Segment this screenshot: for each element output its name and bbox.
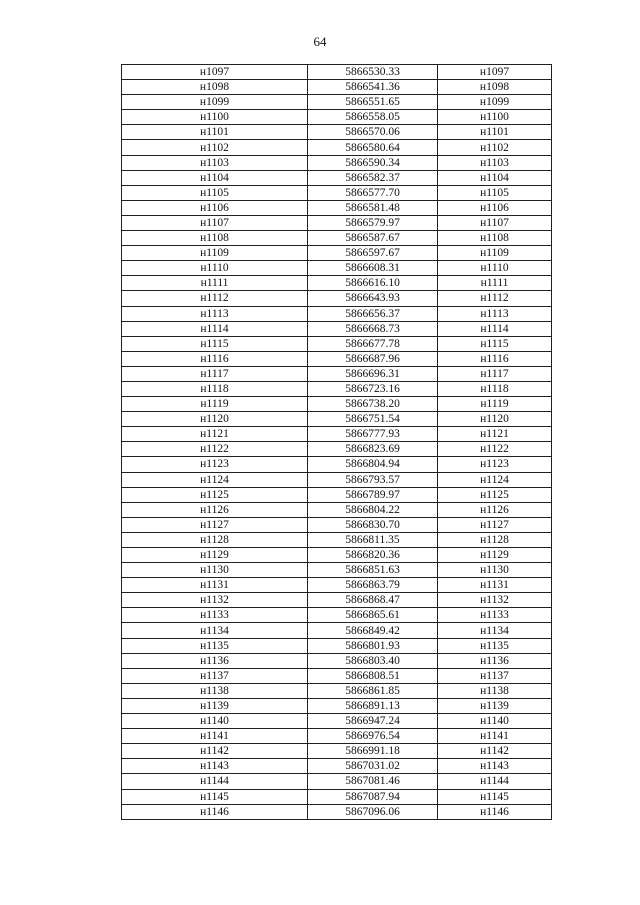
table-row [122, 200, 552, 215]
point-id-cell: н1138 [122, 683, 308, 698]
point-id-cell: н1144 [122, 774, 308, 789]
table-row [122, 215, 552, 230]
coordinate-cell: 5866808.51 [308, 668, 438, 683]
coordinate-cell: 5867087.94 [308, 789, 438, 804]
table-row [122, 110, 552, 125]
coordinate-cell: 5866804.94 [308, 457, 438, 472]
point-id-cell: н1134 [122, 623, 308, 638]
coordinate-cell: 5866616.10 [308, 276, 438, 291]
next-point-id-cell: н1106 [438, 200, 552, 215]
point-id-cell: н1129 [122, 548, 308, 563]
next-point-id-cell: н1110 [438, 261, 552, 276]
next-point-id-cell: н1145 [438, 789, 552, 804]
point-id-cell: н1102 [122, 140, 308, 155]
table-row [122, 759, 552, 774]
table-row [122, 397, 552, 412]
point-id-cell: н1119 [122, 397, 308, 412]
next-point-id-cell: н1112 [438, 291, 552, 306]
next-point-id-cell: н1146 [438, 804, 552, 819]
table-body [122, 65, 552, 820]
coordinate-cell: 5866738.20 [308, 397, 438, 412]
table-row [122, 351, 552, 366]
point-id-cell: н1133 [122, 608, 308, 623]
coordinate-cell: 5866861.85 [308, 683, 438, 698]
coordinate-cell: 5866804.22 [308, 502, 438, 517]
next-point-id-cell: н1108 [438, 231, 552, 246]
next-point-id-cell: н1118 [438, 381, 552, 396]
next-point-id-cell: н1101 [438, 125, 552, 140]
coordinate-cell: 5866570.06 [308, 125, 438, 140]
table-row [122, 291, 552, 306]
table-row [122, 381, 552, 396]
point-id-cell: н1114 [122, 321, 308, 336]
table-row [122, 321, 552, 336]
table-row [122, 80, 552, 95]
point-id-cell: н1118 [122, 381, 308, 396]
point-id-cell: н1139 [122, 698, 308, 713]
coordinate-cell: 5866823.69 [308, 442, 438, 457]
next-point-id-cell: н1127 [438, 517, 552, 532]
table-row [122, 653, 552, 668]
next-point-id-cell: н1113 [438, 306, 552, 321]
table-row [122, 532, 552, 547]
point-id-cell: н1141 [122, 729, 308, 744]
coordinate-cell: 5866851.63 [308, 563, 438, 578]
table-row [122, 774, 552, 789]
next-point-id-cell: н1107 [438, 215, 552, 230]
table-row [122, 517, 552, 532]
coordinate-cell: 5866597.67 [308, 246, 438, 261]
next-point-id-cell: н1144 [438, 774, 552, 789]
point-id-cell: н1100 [122, 110, 308, 125]
next-point-id-cell: н1138 [438, 683, 552, 698]
next-point-id-cell: н1114 [438, 321, 552, 336]
next-point-id-cell: н1137 [438, 668, 552, 683]
table-row [122, 789, 552, 804]
coordinate-cell: 5866751.54 [308, 412, 438, 427]
point-id-cell: н1099 [122, 95, 308, 110]
point-id-cell: н1120 [122, 412, 308, 427]
next-point-id-cell: н1139 [438, 698, 552, 713]
table-row [122, 140, 552, 155]
point-id-cell: н1115 [122, 336, 308, 351]
coordinate-cell: 5866581.48 [308, 200, 438, 215]
next-point-id-cell: н1131 [438, 578, 552, 593]
next-point-id-cell: н1117 [438, 366, 552, 381]
point-id-cell: н1106 [122, 200, 308, 215]
table-row [122, 502, 552, 517]
point-id-cell: н1135 [122, 638, 308, 653]
next-point-id-cell: н1129 [438, 548, 552, 563]
next-point-id-cell: н1142 [438, 744, 552, 759]
table-row [122, 563, 552, 578]
coordinate-cell: 5866580.64 [308, 140, 438, 155]
point-id-cell: н1113 [122, 306, 308, 321]
point-id-cell: н1124 [122, 472, 308, 487]
coordinate-cell: 5866696.31 [308, 366, 438, 381]
point-id-cell: н1107 [122, 215, 308, 230]
point-id-cell: н1125 [122, 487, 308, 502]
table-row [122, 125, 552, 140]
next-point-id-cell: н1134 [438, 623, 552, 638]
table-row [122, 185, 552, 200]
table-row [122, 155, 552, 170]
table-row [122, 95, 552, 110]
coordinate-cell: 5866947.24 [308, 714, 438, 729]
point-id-cell: н1132 [122, 593, 308, 608]
coordinate-cell: 5866991.18 [308, 744, 438, 759]
table-row [122, 698, 552, 713]
next-point-id-cell: н1132 [438, 593, 552, 608]
next-point-id-cell: н1119 [438, 397, 552, 412]
point-id-cell: н1116 [122, 351, 308, 366]
point-id-cell: н1109 [122, 246, 308, 261]
table-row [122, 336, 552, 351]
coordinate-cell: 5867081.46 [308, 774, 438, 789]
point-id-cell: н1126 [122, 502, 308, 517]
point-id-cell: н1145 [122, 789, 308, 804]
table-row [122, 638, 552, 653]
table-row [122, 246, 552, 261]
coordinate-cell: 5866976.54 [308, 729, 438, 744]
next-point-id-cell: н1135 [438, 638, 552, 653]
next-point-id-cell: н1121 [438, 427, 552, 442]
table-row [122, 472, 552, 487]
next-point-id-cell: н1140 [438, 714, 552, 729]
point-id-cell: н1127 [122, 517, 308, 532]
next-point-id-cell: н1130 [438, 563, 552, 578]
next-point-id-cell: н1111 [438, 276, 552, 291]
coordinate-cell: 5866793.57 [308, 472, 438, 487]
coordinate-cell: 5866830.70 [308, 517, 438, 532]
table-row [122, 487, 552, 502]
next-point-id-cell: н1109 [438, 246, 552, 261]
page-number: 64 [313, 34, 327, 49]
table-row [122, 366, 552, 381]
point-id-cell: н1098 [122, 80, 308, 95]
coordinate-cell: 5866849.42 [308, 623, 438, 638]
point-id-cell: н1140 [122, 714, 308, 729]
table-row [122, 729, 552, 744]
coordinate-cell: 5866590.34 [308, 155, 438, 170]
table-row [122, 231, 552, 246]
coordinate-cell: 5866582.37 [308, 170, 438, 185]
point-id-cell: н1122 [122, 442, 308, 457]
coordinate-cell: 5866803.40 [308, 653, 438, 668]
next-point-id-cell: н1122 [438, 442, 552, 457]
next-point-id-cell: н1105 [438, 185, 552, 200]
coordinate-cell: 5866587.67 [308, 231, 438, 246]
table-row [122, 306, 552, 321]
point-id-cell: н1105 [122, 185, 308, 200]
next-point-id-cell: н1104 [438, 170, 552, 185]
next-point-id-cell: н1125 [438, 487, 552, 502]
table-row [122, 744, 552, 759]
point-id-cell: н1131 [122, 578, 308, 593]
coordinate-cell: 5866863.79 [308, 578, 438, 593]
table-row [122, 578, 552, 593]
next-point-id-cell: н1141 [438, 729, 552, 744]
next-point-id-cell: н1136 [438, 653, 552, 668]
next-point-id-cell: н1098 [438, 80, 552, 95]
coordinate-cell: 5866577.70 [308, 185, 438, 200]
next-point-id-cell: н1133 [438, 608, 552, 623]
next-point-id-cell: н1116 [438, 351, 552, 366]
table-row [122, 427, 552, 442]
coordinate-cell: 5867031.02 [308, 759, 438, 774]
coordinate-cell: 5866608.31 [308, 261, 438, 276]
point-id-cell: н1142 [122, 744, 308, 759]
coordinate-cell: 5867096.06 [308, 804, 438, 819]
table-row [122, 65, 552, 80]
table-row [122, 593, 552, 608]
next-point-id-cell: н1120 [438, 412, 552, 427]
table-row [122, 548, 552, 563]
point-id-cell: н1136 [122, 653, 308, 668]
next-point-id-cell: н1115 [438, 336, 552, 351]
coordinate-cell: 5866541.36 [308, 80, 438, 95]
point-id-cell: н1137 [122, 668, 308, 683]
point-id-cell: н1128 [122, 532, 308, 547]
next-point-id-cell: н1099 [438, 95, 552, 110]
coordinate-cell: 5866811.35 [308, 532, 438, 547]
coordinate-cell: 5866891.13 [308, 698, 438, 713]
coordinate-cell: 5866668.73 [308, 321, 438, 336]
point-id-cell: н1104 [122, 170, 308, 185]
point-id-cell: н1112 [122, 291, 308, 306]
coordinate-cell: 5866530.33 [308, 65, 438, 80]
coordinate-cell: 5866643.93 [308, 291, 438, 306]
table-row [122, 804, 552, 819]
coordinate-cell: 5866723.16 [308, 381, 438, 396]
table-row [122, 412, 552, 427]
table-row [122, 276, 552, 291]
point-id-cell: н1117 [122, 366, 308, 381]
point-id-cell: н1130 [122, 563, 308, 578]
next-point-id-cell: н1124 [438, 472, 552, 487]
table-row [122, 668, 552, 683]
table-row [122, 623, 552, 638]
table-row [122, 442, 552, 457]
next-point-id-cell: н1143 [438, 759, 552, 774]
table-row [122, 457, 552, 472]
coordinate-cell: 5866687.96 [308, 351, 438, 366]
coordinate-cell: 5866777.93 [308, 427, 438, 442]
coordinate-cell: 5866789.97 [308, 487, 438, 502]
coordinate-cell: 5866677.78 [308, 336, 438, 351]
next-point-id-cell: н1097 [438, 65, 552, 80]
coordinate-cell: 5866558.05 [308, 110, 438, 125]
table-row [122, 608, 552, 623]
point-id-cell: н1110 [122, 261, 308, 276]
point-id-cell: н1123 [122, 457, 308, 472]
coordinate-cell: 5866801.93 [308, 638, 438, 653]
point-id-cell: н1111 [122, 276, 308, 291]
point-id-cell: н1101 [122, 125, 308, 140]
table-row [122, 261, 552, 276]
coordinate-cell: 5866865.61 [308, 608, 438, 623]
point-id-cell: н1146 [122, 804, 308, 819]
table-row [122, 170, 552, 185]
point-id-cell: н1108 [122, 231, 308, 246]
point-id-cell: н1103 [122, 155, 308, 170]
point-id-cell: н1097 [122, 65, 308, 80]
next-point-id-cell: н1103 [438, 155, 552, 170]
table-row [122, 714, 552, 729]
next-point-id-cell: н1123 [438, 457, 552, 472]
coordinate-cell: 5866868.47 [308, 593, 438, 608]
next-point-id-cell: н1100 [438, 110, 552, 125]
next-point-id-cell: н1102 [438, 140, 552, 155]
coordinate-cell: 5866551.65 [308, 95, 438, 110]
coordinate-cell: 5866579.97 [308, 215, 438, 230]
point-id-cell: н1121 [122, 427, 308, 442]
point-id-cell: н1143 [122, 759, 308, 774]
next-point-id-cell: н1126 [438, 502, 552, 517]
coordinate-cell: 5866656.37 [308, 306, 438, 321]
coordinates-table [121, 64, 552, 820]
next-point-id-cell: н1128 [438, 532, 552, 547]
coordinate-cell: 5866820.36 [308, 548, 438, 563]
table-row [122, 683, 552, 698]
